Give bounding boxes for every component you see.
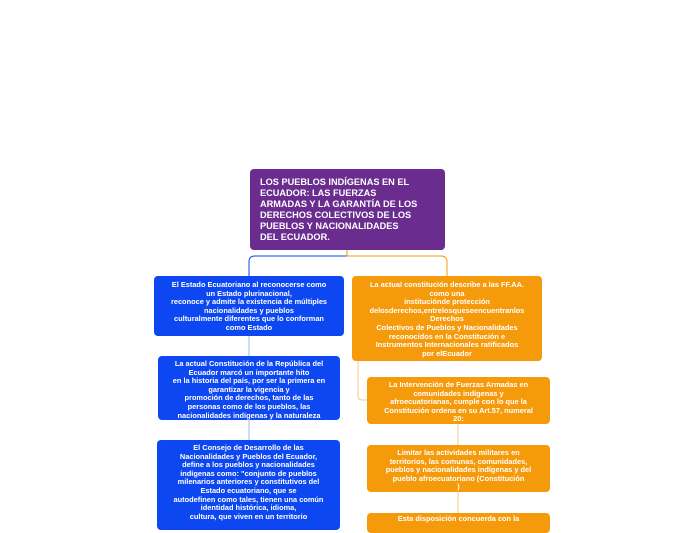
connector-root-to-right [347,250,447,276]
connector-root-to-left [249,250,347,276]
root-topic-node[interactable]: LOS PUEBLOS INDÍGENAS EN EL ECUADOR: LAS FUERZAS ARMADAS Y LA GARANTÍA DE LOS DERECHOS COLECTIVOS DE LOS PUEBLOS Y NACIONALIDADES DEL ECUADOR. [250,169,445,250]
left-node-plurinational-state[interactable]: El Estado Ecuatoriano al reconocerse como un Estado plurinacional, reconoce y admite la existencia de múltiples nacionalidades y pueblos culturalmente diferentes que lo conforman como Estado [154,276,344,336]
left-node-constitution-milestone[interactable]: La actual Constitución de la República del Ecuador marcó un importante hito en la historia del país, por ser la primera en garantizar la vigencia y promoción de derechos, tanto de las personas como de los pueblos, las nacionalidades indígenas y la naturaleza [158,356,340,420]
right-node-disposition-concordance[interactable]: Esta disposición concuerda con la [367,513,550,533]
connector-right-1-to-2 [358,361,367,400]
right-node-armed-forces-intervention[interactable]: La Intervención de Fuerzas Armadas en comunidades indígenas y afroecuatorianas, cumple con lo que la Constitución ordena en su Art.57, numeral 20: [367,377,550,424]
right-node-limit-military-activities[interactable]: Limitar las actividades militares en territorios, las comunas, comunidades, pueblos y nacionalidades indígenas y del pueblo afroecuatoriano (Constitución ) [367,445,550,492]
right-node-armed-forces-constitution[interactable]: La actual constitución describe a las FF.AA. como una instituciónde protección delosderechos,entrelosqueseencuentranlos Derechos Colectivos de Pueblos y Nacionalidades reconocidos en la Constitución e Instrumentos Internacionales ratificados por elEcuador [352,276,542,361]
left-node-development-council[interactable]: El Consejo de Desarrollo de las Nacionalidades y Pueblos del Ecuador, define a los pueblos y nacionalidades indígenas como: "conjunto de pueblos milenarios anteriores y constitutivos del Estado ecuatoriano, que se autodefinen como tales, tienen una común identidad histórica, idioma, cultura, que viven en un territorio [157,440,340,530]
